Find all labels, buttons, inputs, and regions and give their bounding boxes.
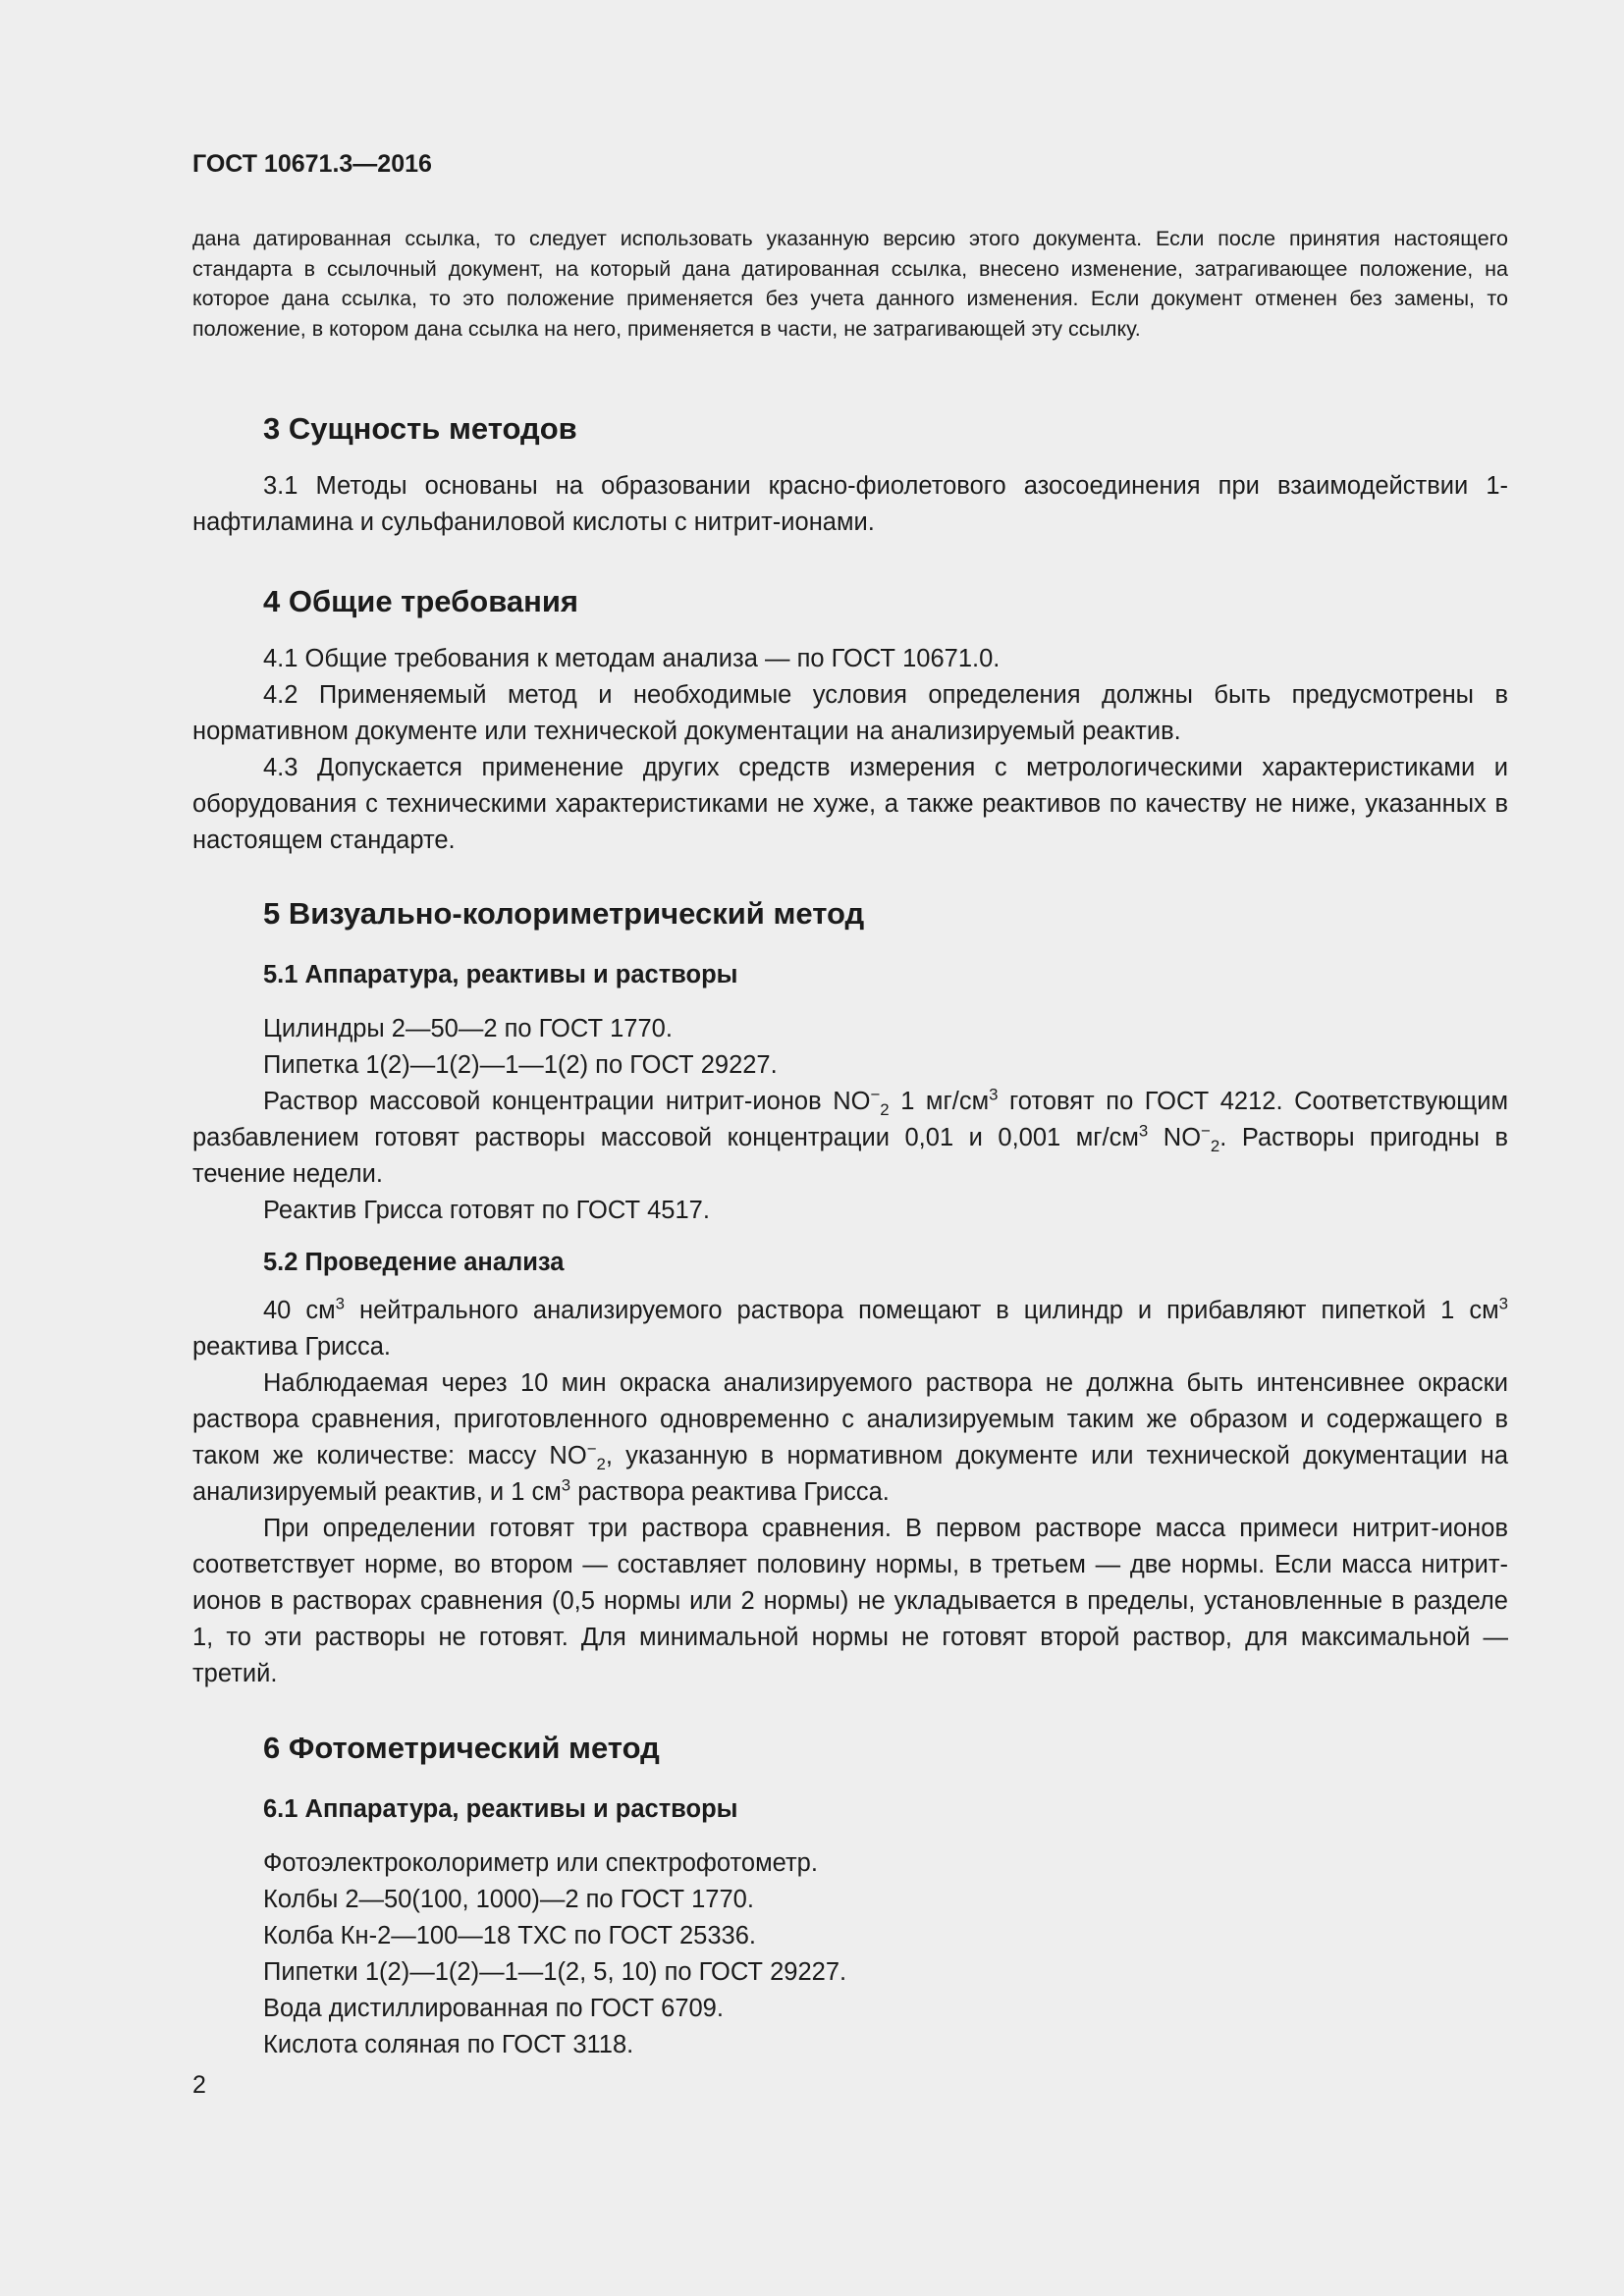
intro-paragraph: дана датированная ссылка, то следует использовать указанную версию этого документа. Если после принятия настоящего стандарта в ссылочный документ, на который дана датированная ссылка, внесено изменение, затрагивающее положение, на которое дана ссылка, то это положение применяется без учета данного изменения. Если документ отменен без замены, то положение, в котором дана ссылка на него, применяется в части, не затрагивающей эту ссылку. [192,227,1508,341]
cylinders-item: Цилиндры 2—50—2 по ГОСТ 1770. [263,1015,673,1042]
pipette-item: Пипетка 1(2)—1(2)—1—1(2) по ГОСТ 29227. [263,1051,778,1079]
section-4 [192,583,1508,859]
section-3 [192,410,1508,541]
section-4-2-text: 4.2 Применяемый метод и необходимые условия определения должны быть предусмотрены в нормативном документе или технической документации на анализируемый реактив. [192,681,1508,745]
document-code: ГОСТ 10671.3—2016 [192,150,432,178]
section-5-heading: 5 Визуально-колориметрический метод [263,896,865,931]
equipment-item: Вода дистиллированная по ГОСТ 6709. [263,1995,724,2022]
section-3-heading: 3 Сущность методов [263,411,577,446]
page-number: 2 [192,2071,206,2099]
griess-reagent-item: Реактив Грисса готовят по ГОСТ 4517. [263,1197,710,1224]
equipment-item: Фотоэлектроколориметр или спектрофотометр. [263,1849,818,1877]
comparison-solutions-text: При определении готовят три раствора сравнения. В первом растворе масса примеси нитрит-ионов соответствует норме, во втором — составляет половину нормы, в третьем — две нормы. Если масса нитрит-ионов в растворах сравнения (0,5 нормы или 2 нормы) не укладывается в пределы, установленные в разделе 1, то эти растворы не готовят. Для минимальной нормы не готовят второй раствор, для максимальной — третий. [192,1515,1508,1687]
nitrite-solution-text: Раствор массовой концентрации нитрит-ионов $NO^-_2$ 1 $мг/см^3$ готовят по ГОСТ 4212. Соответствующим разбавлением готовят растворы массовой концентрации 0,01 и 0,001 $мг/см^3$ $NO^-_2$. Растворы пригодны в течение недели. [192,1085,1509,1188]
section-6 [192,1730,1508,2063]
section-5-2-heading: 5.2 Проведение анализа [263,1249,565,1276]
section-3-1-text: 3.1 Методы основаны на образовании красно-фиолетового азосоединения при взаимодействии 1-нафтиламина и сульфаниловой кислоты с нитрит-ионами. [192,472,1508,536]
equipment-item: Пипетки 1(2)—1(2)—1—1(2, 5, 10) по ГОСТ 29227. [263,1958,847,1986]
section-4-1-text: 4.1 Общие требования к методам анализа — по ГОСТ 10671.0. [263,645,1001,672]
equipment-item: Кислота соляная по ГОСТ 3118. [263,2031,634,2058]
section-4-3-text: 4.3 Допускается применение других средств измерения с метрологическими характеристиками и оборудования с техническими характеристиками не хуже, а также реактивов по качеству не ниже, указанных в настоящем стандарте. [192,754,1508,854]
section-6-1-heading: 6.1 Аппаратура, реактивы и растворы [263,1795,738,1823]
section-4-heading: 4 Общие требования [263,584,578,618]
section-6-heading: 6 Фотометрический метод [263,1731,660,1765]
equipment-item: Колба Кн-2—100—18 ТХС по ГОСТ 25336. [263,1922,756,1949]
observation-text: Наблюдаемая через 10 мин окраска анализируемого раствора не должна быть интенсивнее окраски раствора сравнения, приготовленного одновременно с анализируемым таким же образом и содержащего в таком же количестве: массу $NO^-_2$, указанную в нормативном документе или технической документации на анализируемый реактив, и 1 $см^3$ раствора реактива Грисса. [192,1369,1508,1506]
analysis-text: 40 $см^3$ нейтрального анализируемого раствора помещают в цилиндр и прибавляют пипеткой 1 $см^3$ реактива Грисса. [192,1294,1508,1361]
equipment-item: Колбы 2—50(100, 1000)—2 по ГОСТ 1770. [263,1886,754,1913]
section-5 [192,895,1508,1692]
section-5-1-heading: 5.1 Аппаратура, реактивы и растворы [263,961,738,988]
